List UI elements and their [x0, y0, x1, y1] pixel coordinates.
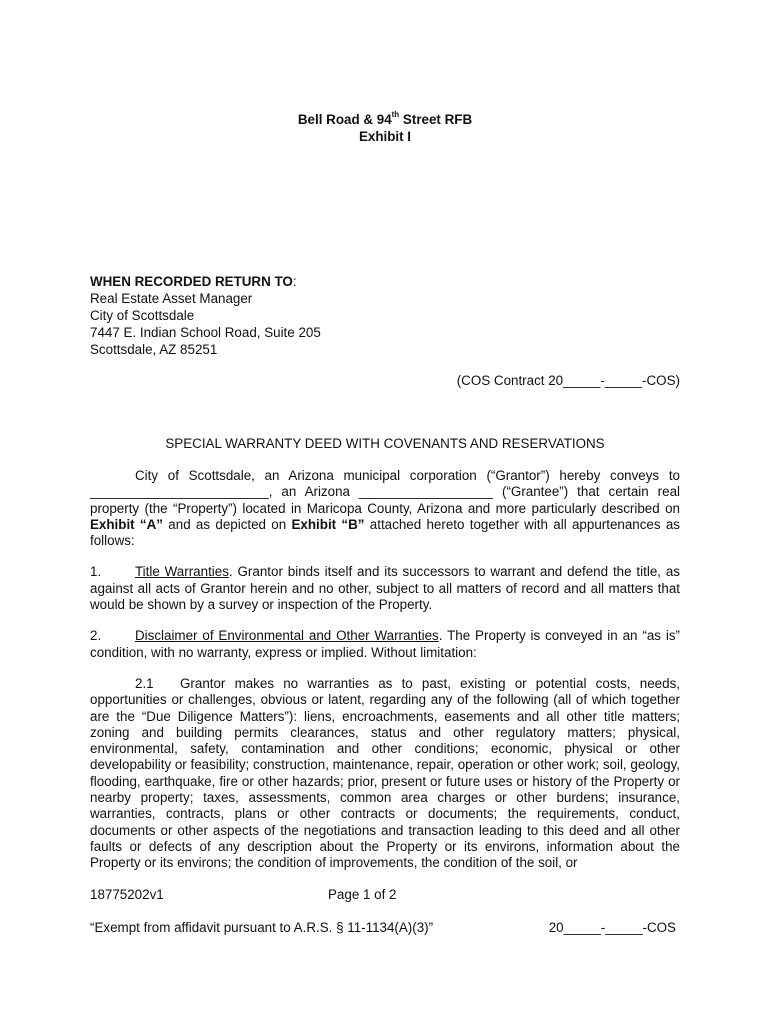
section-1: 1. Title Warranties. Grantor binds itself and its successors to warrant and defend the title, as against all acts of Grantor herein and no other, subject to all matters of record and all matters that would be shown by a survey or inspection of the Property. — [90, 564, 681, 613]
return-line-city: Scottsdale, AZ 85251 — [90, 342, 218, 357]
header-title: Bell Road & 94th Street RFB — [297, 110, 473, 127]
section-number: 1. — [90, 564, 102, 580]
page-number: Page 1 of 2 — [328, 887, 397, 902]
exemption-statement: “Exempt from affidavit pursuant to A.R.S. § 11-1134(A)(3)” — [90, 920, 434, 935]
exhibit-a-ref: Exhibit “A” — [90, 516, 163, 532]
exhibit-b-ref: Exhibit “B” — [291, 516, 365, 532]
subsection-number: 2.1 — [135, 675, 154, 691]
deed-title: SPECIAL WARRANTY DEED WITH COVENANTS AND RESERVATIONS — [165, 436, 605, 451]
section-2-1: 2.1 Grantor makes no warranties as to past, existing or potential costs, needs, opportunities or challenges, obvious or latent, regarding any of the following (all of which together are the “Due Diligence Matters”): liens, encroachments, easements and all other title matters; zoning and building permits clearances, status and other regulatory matters; physical, environmental, safety, contamination and other conditions; economic, physical or other developability or feasibility; construction, maintenance, repair, operation or other work; soil, geology, flooding, earthquake, fire or other hazards; prior, present or future uses or history of the Property or nearby property; taxes, assessments, common area charges or other burdens; insurance, warranties, contracts, plans or other contracts or documents; the requirements, conduct, documents or other aspects of the negotiations and transaction leading to this deed and all other faults or defects of any description about the Property or its environs, information about the Property or its environs; the condition of improvements, the condition of the soil, or — [90, 675, 680, 871]
ordinal-suffix: th — [391, 110, 400, 119]
return-line-org: City of Scottsdale — [90, 308, 195, 323]
intro-paragraph: City of Scottsdale, an Arizona municipal corporation (“Grantor”) hereby conveys to ________________________, an Arizona __________________ (“Grantee”) that certain real property (the “Property”) located in Maricopa County, Arizona and more particularly described on Exhibit “A” and as depicted on Exhibit “B” attached hereto together with all appurtenances as follows: — [90, 468, 681, 549]
section-2: 2. Disclaimer of Environmental and Other Warranties. The Property is conveyed in an “as is” condition, with no warranty, express or implied. Without limitation: — [90, 628, 680, 660]
return-line-street: 7447 E. Indian School Road, Suite 205 — [90, 325, 321, 340]
section-title: Title Warranties — [135, 564, 229, 580]
header-exhibit: Exhibit I — [358, 129, 412, 144]
return-address-block — [90, 273, 321, 358]
return-to-heading: WHEN RECORDED RETURN TO: — [90, 274, 297, 289]
contract-reference: (COS Contract 20_____-_____-COS) — [456, 373, 680, 388]
document-id: 18775202v1 — [90, 887, 164, 902]
return-line-title: Real Estate Asset Manager — [90, 291, 253, 306]
cos-reference: 20_____-_____-COS — [548, 920, 676, 935]
section-number: 2. — [90, 628, 102, 644]
document-header — [0, 111, 770, 145]
deed-body — [90, 468, 680, 887]
section-title: Disclaimer of Environmental and Other Warranties — [135, 628, 439, 644]
